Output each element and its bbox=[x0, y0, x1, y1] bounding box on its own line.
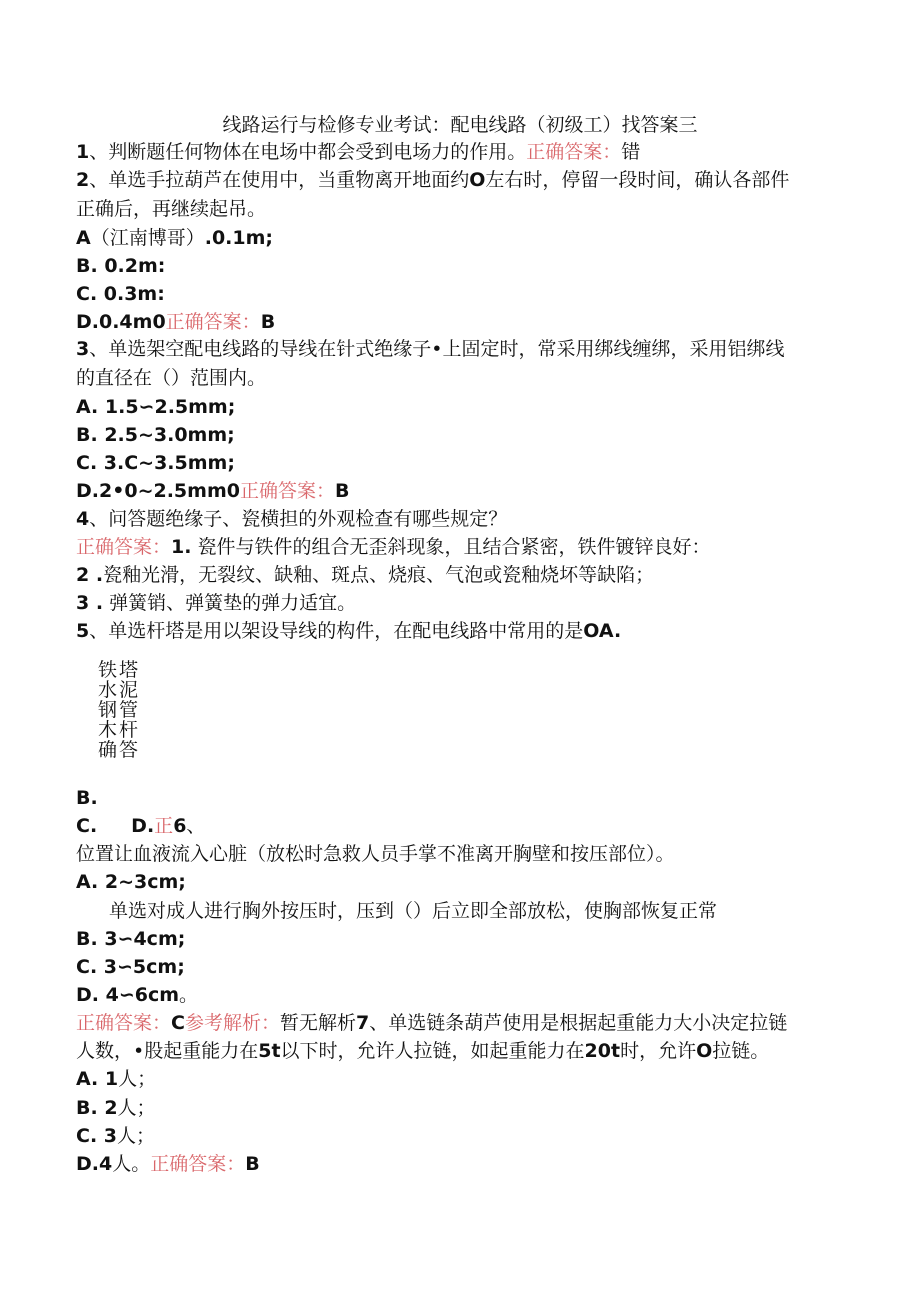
question-number: 5 bbox=[76, 620, 90, 642]
option-unit: 人； bbox=[117, 1097, 156, 1119]
answer-value: 错 bbox=[621, 141, 641, 163]
option-c: C. 0.3m: bbox=[76, 283, 165, 305]
question-text: 、单选架空配电线路的导线在针式绝缘子•上固定时，常采用绑线缠绑，采用铝绑线 bbox=[89, 338, 785, 360]
value: 20t bbox=[584, 1040, 621, 1062]
option-a: A. 1.5∽2.5mm; bbox=[76, 396, 236, 418]
answer-label: 正确答案： bbox=[76, 1012, 172, 1034]
item-text: 瓷件与铁件的组合无歪斜现象，且结合紧密，铁件镀锌良好： bbox=[191, 536, 711, 558]
option-value: D.4 bbox=[76, 1153, 113, 1175]
question-text: 、问答题绝缘子、瓷横担的外观检查有哪些规定？ bbox=[89, 508, 508, 530]
option-c-d bbox=[76, 813, 205, 839]
question-5 bbox=[76, 618, 621, 644]
item-text: 弹簧销、弹簧垫的弹力适宜。 bbox=[103, 592, 357, 614]
item-number: 1. bbox=[171, 536, 192, 558]
option-d bbox=[76, 309, 275, 335]
answer-value: B bbox=[260, 311, 276, 333]
question-text: 以下时，允许人拉链，如起重能力在 bbox=[280, 1040, 585, 1062]
question-number: 6 bbox=[173, 815, 187, 837]
option-a bbox=[76, 225, 273, 251]
option-unit: 人。 bbox=[112, 1153, 151, 1175]
option-c: C. 3∽5cm; bbox=[76, 956, 185, 978]
question-6-text: 位置让血液流入心脏（放松时急救人员手掌不准离开胸壁和按压部位）。 bbox=[76, 843, 675, 865]
question-1 bbox=[76, 139, 640, 165]
question-6-stem: 单选对成人进行胸外按压时，压到（）后立即全部放松，使胸部恢复正常 bbox=[109, 900, 718, 922]
stack-item: 铁塔 bbox=[98, 659, 141, 681]
stack-item: 木杆 bbox=[98, 719, 141, 741]
option-b: B. 2.5~3.0mm; bbox=[76, 424, 235, 446]
question-4 bbox=[76, 506, 507, 532]
answer-value: B bbox=[245, 1153, 260, 1175]
punctuation: 。 bbox=[179, 984, 199, 1006]
option-value: A. 1 bbox=[76, 1068, 119, 1090]
stack-item: 钢管 bbox=[98, 699, 141, 721]
answer-label: 正确答案： bbox=[76, 536, 172, 558]
option-unit: 人； bbox=[117, 1125, 156, 1147]
question-text: 左右时，停留一段时间，确认各部件 bbox=[485, 169, 790, 191]
answer-label: 正确答案： bbox=[526, 141, 622, 163]
question-2 bbox=[76, 167, 789, 193]
option-unit: 人； bbox=[118, 1068, 157, 1090]
question-number: 4 bbox=[76, 508, 90, 530]
answer-label: 正确答案： bbox=[239, 480, 335, 502]
answer-and-question-7 bbox=[76, 1010, 787, 1036]
option-note: （江南博哥） bbox=[90, 227, 205, 249]
question-text: 、单选杆塔是用以架设导线的构件，在配电线路中常用的是 bbox=[89, 620, 584, 642]
question-2-cont: 正确后，再继续起吊。 bbox=[76, 198, 267, 220]
answer-value: C bbox=[171, 1012, 185, 1034]
question-number: 3 bbox=[76, 338, 90, 360]
answer-value: B bbox=[334, 480, 350, 502]
question-3-cont: 的直径在（）范围内。 bbox=[76, 367, 267, 389]
answer-label: 正确答案： bbox=[150, 1153, 246, 1175]
option-value: D.0.4m0 bbox=[76, 311, 166, 333]
reference-label: 参考解析： bbox=[184, 1012, 280, 1034]
question-text: 人数，•股起重能力在 bbox=[76, 1040, 259, 1062]
item-number: 3 . bbox=[76, 592, 104, 614]
answer-fragment: 正 bbox=[154, 815, 174, 837]
separator: 、 bbox=[186, 815, 206, 837]
option-value: C. 3 bbox=[76, 1125, 117, 1147]
stack-item: 确答 bbox=[98, 739, 141, 761]
option-b: B. 3∽4cm; bbox=[76, 928, 186, 950]
option-value: D.2•0~2.5mm0 bbox=[76, 480, 240, 502]
option-c: C. 3.C~3.5mm; bbox=[76, 452, 235, 474]
option-b bbox=[76, 1095, 156, 1121]
option-d bbox=[76, 1151, 260, 1177]
blank-mark: O bbox=[469, 169, 486, 191]
answer-item-2 bbox=[76, 562, 654, 588]
option-b: B. 0.2m: bbox=[76, 255, 166, 277]
answer-label: 正确答案： bbox=[165, 311, 261, 333]
stack-item: 水泥 bbox=[98, 679, 141, 701]
question-7-cont bbox=[76, 1038, 769, 1064]
question-text: 拉链。 bbox=[712, 1040, 770, 1062]
question-text: 、单选链条葫芦使用是根据起重能力大小决定拉链 bbox=[369, 1012, 788, 1034]
question-3 bbox=[76, 336, 784, 362]
question-number: 2 bbox=[76, 169, 90, 191]
analysis-text: 暂无解析 bbox=[279, 1012, 356, 1034]
item-number: 2 . bbox=[76, 564, 104, 586]
item-text: 瓷釉光滑，无裂纹、缺釉、斑点、烧痕、气泡或瓷釉烧坏等缺陷； bbox=[103, 564, 655, 586]
question-text: 、单选手拉葫芦在使用中，当重物离开地面约 bbox=[89, 169, 470, 191]
blank-mark: O bbox=[696, 1040, 713, 1062]
option-c bbox=[76, 1123, 155, 1149]
question-number: 1 bbox=[76, 141, 90, 163]
option-d bbox=[76, 478, 349, 504]
question-text: 时，允许 bbox=[620, 1040, 697, 1062]
option-d: D. bbox=[131, 815, 155, 837]
option-a bbox=[76, 1066, 156, 1092]
option-stack bbox=[98, 660, 140, 760]
option-letter: A bbox=[76, 227, 91, 249]
option-a: A. 2~3cm; bbox=[76, 871, 186, 893]
answer-item-1 bbox=[76, 534, 711, 560]
blank-mark: OA. bbox=[583, 620, 622, 642]
option-d bbox=[76, 982, 198, 1008]
option-value: D. 4∽6cm bbox=[76, 984, 180, 1006]
option-c: C. bbox=[76, 815, 98, 837]
option-value: B. 2 bbox=[76, 1097, 118, 1119]
option-b: B. bbox=[76, 787, 98, 809]
option-value: .0.1m; bbox=[204, 227, 274, 249]
value: 5t bbox=[258, 1040, 281, 1062]
question-number: 7 bbox=[356, 1012, 370, 1034]
answer-item-3 bbox=[76, 590, 356, 616]
page-title: 线路运行与检修专业考试：配电线路（初级工）找答案三 bbox=[222, 114, 698, 136]
question-text: 、判断题任何物体在电场中都会受到电场力的作用。 bbox=[89, 141, 527, 163]
